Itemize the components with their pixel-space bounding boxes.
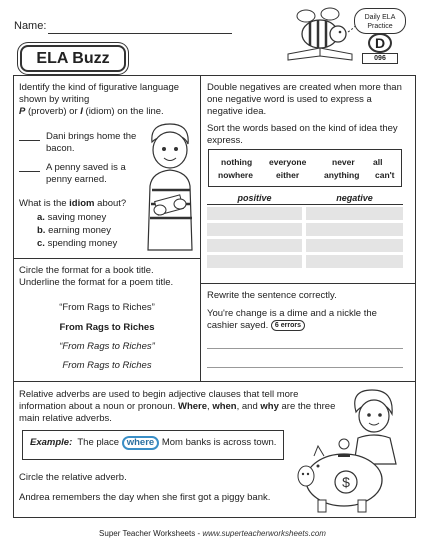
negative-cell[interactable] [306, 207, 403, 220]
format-option-bold[interactable]: From Rags to Riches [59, 322, 155, 333]
level-badge: D [368, 33, 392, 53]
girl-piggy-bank-icon [288, 384, 414, 516]
positive-cell[interactable] [207, 207, 302, 220]
page-title: ELA Buzz [20, 45, 126, 72]
choice-c[interactable]: c. spending money [37, 238, 118, 249]
negative-cell[interactable] [306, 255, 403, 268]
name-label: Name: [14, 20, 47, 32]
format-option-quoted-italic[interactable]: “From Rags to Riches” [59, 341, 155, 352]
footer-url-link[interactable]: www.superteacherworksheets.com [202, 529, 326, 538]
sort-table [207, 207, 403, 279]
choice-b[interactable]: b. earning money [37, 225, 111, 236]
figurative-instruction: Identify the kind of figurative language shown by writing P (proverb) or I (idiom) on the line. [19, 82, 180, 117]
double-negative-intro: Double negatives are created when more than one negative word is used to express a negative idea. [207, 82, 402, 117]
idiom-question: What is the idiom about? [19, 198, 127, 209]
negative-cell[interactable] [306, 239, 403, 252]
divider-vertical [200, 75, 201, 381]
adverb-sentence[interactable]: Andrea remembers the day when she first got a piggy bank. [19, 492, 271, 503]
circle-adverb-instruction: Circle the relative adverb. [19, 472, 127, 483]
footer: Super Teacher Worksheets - www.superteacherworksheets.com [99, 529, 326, 538]
example-sentence: Example: The place where Mom banks is across town. [30, 437, 277, 448]
word-bank-item[interactable]: nowhere [218, 170, 253, 180]
negative-cell[interactable] [306, 223, 403, 236]
divider-bottom [13, 381, 416, 382]
daily-ela-label: Daily ELA Practice [354, 8, 406, 34]
figurative-item-1: Dani brings home the bacon. [19, 131, 139, 154]
title-format-instruction: Circle the format for a book title. Underline the format for a poem title. [19, 265, 174, 288]
word-bank-item[interactable]: everyone [269, 157, 307, 167]
relative-adverb-intro: Relative adverbs are used to begin adjective clauses that tell more information about a noun or pronoun. Where, when, and why are the three main relative adverbs. [19, 389, 336, 424]
positive-cell[interactable] [207, 255, 302, 268]
format-option-quoted[interactable]: “From Rags to Riches” [59, 302, 155, 313]
answer-blank[interactable] [19, 131, 40, 141]
errors-badge: 6 errors [271, 320, 305, 331]
divider-right [200, 283, 416, 284]
answer-blank[interactable] [19, 162, 40, 172]
sort-header-line [207, 204, 403, 205]
name-line[interactable] [48, 33, 232, 34]
positive-cell[interactable] [207, 239, 302, 252]
svg-text:$: $ [342, 474, 350, 490]
figurative-item-2: A penny saved is a penny earned. [19, 162, 139, 185]
worksheet-number: 096 [362, 53, 398, 64]
word-bank-item[interactable]: never [332, 157, 355, 167]
word-bank-item[interactable]: anything [324, 170, 360, 180]
word-bank-item[interactable]: can't [375, 170, 395, 180]
negative-column-header: negative [336, 193, 373, 203]
word-bank-item[interactable]: either [276, 170, 300, 180]
divider-left [13, 258, 201, 259]
positive-column-header: positive [237, 193, 272, 203]
positive-cell[interactable] [207, 223, 302, 236]
word-bank-item[interactable]: nothing [221, 157, 253, 167]
sort-instruction: Sort the words based on the kind of idea they express. [207, 123, 398, 146]
format-option-italic[interactable]: From Rags to Riches [62, 360, 152, 371]
rewrite-instruction: Rewrite the sentence correctly. [207, 290, 337, 301]
word-bank [208, 149, 402, 187]
answer-line[interactable] [207, 348, 403, 349]
answer-line[interactable] [207, 367, 403, 368]
boy-holding-money-icon [140, 120, 198, 254]
word-bank-item[interactable]: all [373, 157, 383, 167]
circled-adverb: where [122, 436, 159, 450]
rewrite-sentence: You're change is a dime and a nickle the cashier sayed. 6 errors [207, 308, 377, 332]
choice-a[interactable]: a. saving money [37, 212, 107, 223]
